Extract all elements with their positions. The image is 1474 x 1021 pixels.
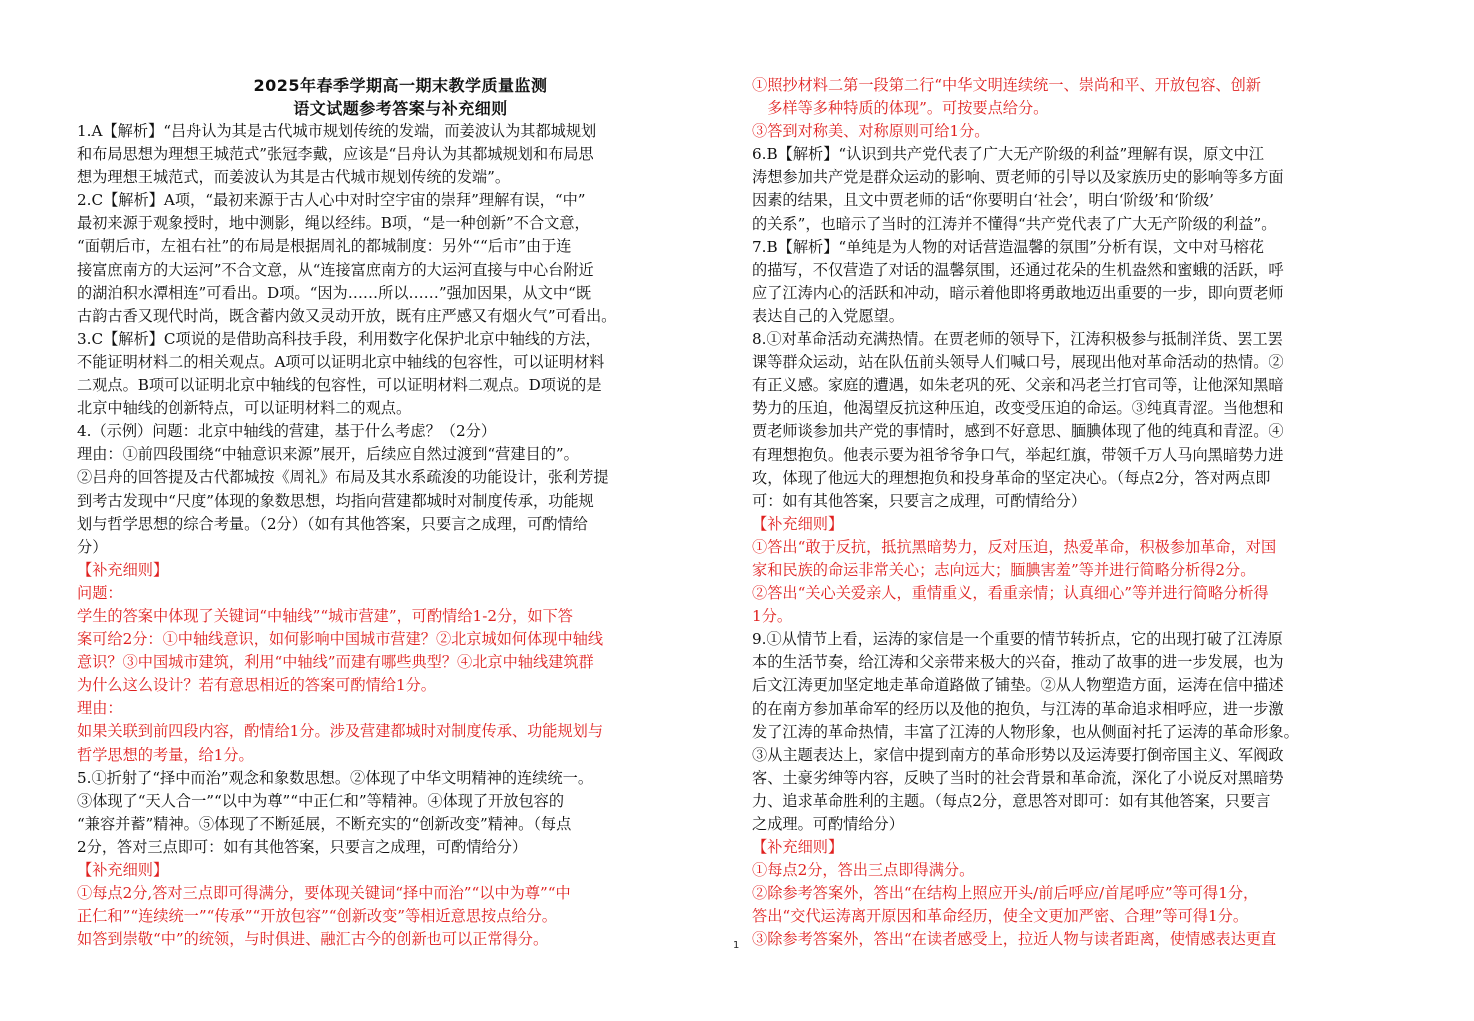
answer-text-line: 的在南方参加革命军的经历以及他的抱负，与江涛的革命追求相呼应，进一步激 <box>752 699 1284 718</box>
answer-text-line: 理由：①前四段围绕“中轴意识来源”展开，后续应自然过渡到“营建目的”。 <box>77 445 579 464</box>
supplementary-rule-line: 多样等多种特质的体现”。可按要点给分。 <box>752 99 1049 118</box>
supplementary-rule-line: 学生的答案中体现了关键词“中轴线”“城市营建”，可酌情给1-2分，如下答 <box>77 606 573 625</box>
supplementary-rule-line: 为什么这么设计？若有意思相近的答案可酌情给1分。 <box>77 676 436 695</box>
supplementary-rule-line: ③答到对称美、对称原则可给1分。 <box>752 122 990 141</box>
left-column <box>77 74 724 951</box>
right-column <box>752 74 1399 952</box>
supplementary-rule-line: 家和民族的命运非常关心；志向远大；腼腆害羞”等并进行简略分析得2分。 <box>752 560 1256 579</box>
answer-text-line: 的关系”，也暗示了当时的江涛并不懂得“共产党代表了广大无产阶级的利益”。 <box>752 214 1277 233</box>
answer-text-line: 北京中轴线的创新特点，可以证明材料二的观点。 <box>77 399 412 418</box>
supplementary-rule-line: ②除参考答案外，答出“在结构上照应开头/前后呼应/首尾呼应”等可得1分， <box>752 884 1259 903</box>
answer-text-line: 分） <box>77 537 108 556</box>
supplementary-rule-line: 【补充细则】 <box>752 838 844 857</box>
supplementary-rule-line: ③除参考答案外，答出“在读者感受上，拉近人物与读者距离，使情感表达更直 <box>752 930 1277 949</box>
supplementary-rule-line: 问题： <box>77 583 123 602</box>
answer-text-line: 之成理。可酌情给分） <box>752 815 904 833</box>
answer-text-line: 5.①折射了“择中而治”观念和象数思想。②体现了中华文明精神的连续统一。 <box>77 768 594 787</box>
answer-text-line: 课等群众运动，站在队伍前头领导人们喊口号，展现出他对革命活动的热情。② <box>752 353 1284 372</box>
supplementary-rule-line: ①每点2分，答出三点即得满分。 <box>752 861 975 880</box>
supplementary-rule-line: 如答到崇敬“中”的统领，与时俱进、融汇古今的创新也可以正常得分。 <box>77 930 549 949</box>
answer-text-line: ③从主题表达上，家信中提到南方的革命形势以及运涛要打倒帝国主义、军阀政 <box>752 745 1284 764</box>
page-number: 1 <box>733 940 740 951</box>
supplementary-rule-line: ①答出“敢于反抗，抵抗黑暗势力，反对压迫，热爱革命，积极参加革命，对国 <box>752 537 1277 556</box>
left-answer-text <box>77 120 724 951</box>
supplementary-rule-line: 理由： <box>77 699 123 718</box>
answer-text-line: 的描写，不仅营造了对话的温馨氛围，还通过花朵的生机盎然和蜜蛾的活跃，呼 <box>752 260 1284 279</box>
answer-text-line: 2.C【解析】A项，“最初来源于古人心中对时空宇宙的崇拜”理解有误，“中” <box>77 191 586 210</box>
answer-text-line: 6.B【解析】“认识到共产党代表了广大无产阶级的利益”理解有误，原文中江 <box>752 145 1264 164</box>
supplementary-rule-line: 答出“交代运涛离开原因和革命经历，使全文更加严密、合理”等可得1分。 <box>752 907 1249 926</box>
answer-text-line: 4.（示例）问题：北京中轴线的营建，基于什么考虑？（2分） <box>77 422 497 441</box>
supplementary-rule-line: 1分。 <box>752 607 793 626</box>
supplementary-rule-line: 正仁和”“连续统一”“传承”“开放包容”“创新改变”等相近意思按点给分。 <box>77 907 557 926</box>
document-title-line2: 语文试题参考答案与补充细则 <box>293 99 508 118</box>
document-title-line1: 2025年春季学期高一期末教学质量监测 <box>253 76 548 95</box>
answer-text-line: 表达自己的入党愿望。 <box>752 306 904 325</box>
supplementary-rule-line: ②答出“关心关爱亲人，重情重义，看重亲情；认真细心”等并进行简略分析得 <box>752 584 1269 603</box>
answer-text-line: 本的生活节奏，给江涛和父亲带来极大的兴奋，推动了故事的进一步发展，也为 <box>752 653 1284 672</box>
answer-text-line: 2分，答对三点即可：如有其他答案，只要言之成理，可酌情给分） <box>77 837 528 856</box>
answer-text-line: 有理想抱负。他表示要为祖爷爷争口气，举起红旗，带领千万人马向黑暗势力进 <box>752 445 1284 464</box>
answer-text-line: ③体现了“天人合一”“以中为尊”“中正仁和”等精神。④体现了开放包容的 <box>77 791 565 810</box>
supplementary-rule-line: 哲学思想的考量，给1分。 <box>77 745 254 764</box>
answer-text-line: 和布局思想为理想王城范式”张冠李戴，应该是“吕舟认为其都城规划和布局思 <box>77 145 594 164</box>
answer-text-line: 想为理想王城范式，而姜波认为其是古代城市规划传统的发端”。 <box>77 168 511 187</box>
answer-text-line: 7.B【解析】“单纯是为人物的对话营造温馨的氛围”分析有误，文中对马榕花 <box>752 237 1264 256</box>
answer-text-line: 最初来源于观象授时，地中测影，绳以经纬。B项，“是一种创新”不合文意， <box>77 214 590 233</box>
answer-text-line: 因素的结果，且文中贾老师的话“你要明白‘社会’，明白‘阶级’和‘阶级’ <box>752 191 1214 210</box>
supplementary-rule-line: 案可给2分：①中轴线意识，如何影响中国城市营建？②北京城如何体现中轴线 <box>77 630 604 649</box>
answer-text-line: ②吕舟的回答提及古代都城按《周礼》布局及其水系疏浚的功能设计，张利芳提 <box>77 468 609 487</box>
answer-text-line: 9.①从情节上看，运涛的家信是一个重要的情节转折点，它的出现打破了江涛原 <box>752 630 1283 649</box>
answer-text-line: 不能证明材料二的相关观点。A项可以证明北京中轴线的包容性，可以证明材料 <box>77 352 605 371</box>
supplementary-rule-line: 【补充细则】 <box>752 514 844 533</box>
answer-text-line: 应了江涛内心的活跃和冲动，暗示着他即将勇敢地迈出重要的一步，即向贾老师 <box>752 283 1284 302</box>
answer-text-line: 1.A【解析】“吕舟认为其是古代城市规划传统的发端，而姜波认为其都城规划 <box>77 122 597 140</box>
answer-text-line: 后文江涛更加坚定地走革命道路做了铺垫。②从人物塑造方面，运涛在信中描述 <box>752 676 1284 695</box>
supplementary-rule-line: 如果关联到前四段内容，酌情给1分。涉及营建都城时对制度传承、功能规划与 <box>77 722 604 741</box>
answer-text-line: 古韵古香又现代时尚，既含蓄内敛又灵动开放，既有庄严感又有烟火气”可看出。 <box>77 306 617 325</box>
answer-text-line: 接富庶南方的大运河”不合文意，从“连接富庶南方的大运河直接与中心台附近 <box>77 260 594 279</box>
supplementary-rule-line: 【补充细则】 <box>77 861 169 879</box>
answer-text-line: “兼容并蓄”精神。⑤体现了不断延展，不断充实的“创新改变”精神。（每点 <box>77 814 572 833</box>
answer-text-line: 划与哲学思想的综合考量。（2分）（如有其他答案，只要言之成理，可酌情给 <box>77 514 588 533</box>
answer-text-line: 势力的压迫，他渴望反抗这种压迫，改变受压迫的命运。③纯真青涩。当他想和 <box>752 399 1284 418</box>
right-answer-text <box>752 74 1399 952</box>
answer-text-line: 力、追求革命胜利的主题。（每点2分，意思答对即可：如有其他答案，只要言 <box>752 791 1271 810</box>
answer-text-line: 有正义感。家庭的遭遇，如朱老巩的死、父亲和冯老兰打官司等，让他深知黑暗 <box>752 376 1284 395</box>
answer-text-line: 发了江涛的革命热情，丰富了江涛的人物形象，也从侧面衬托了运涛的革命形象。 <box>752 722 1299 741</box>
answer-text-line: 8.①对革命活动充满热情。在贾老师的领导下，江涛积极参与抵制洋货、罢工罢 <box>752 330 1283 349</box>
answer-text-line: 到考古发现中“尺度”体现的象数思想，均指向营建都城时对制度传承，功能规 <box>77 491 594 510</box>
supplementary-rule-line: 意识？③中国城市建筑，利用“中轴线”而建有哪些典型？④北京中轴线建筑群 <box>77 653 594 672</box>
answer-text-line: 3.C【解析】C项说的是借助高科技手段，利用数字化保护北京中轴线的方法， <box>77 329 601 348</box>
answer-text-line: 涛想参加共产党是群众运动的影响、贾老师的引导以及家族历史的影响等多方面 <box>752 168 1284 187</box>
answer-text-line: 的湖泊积水潭相连”可看出。D项。“因为……所以……”强加因果，从文中“既 <box>77 283 592 302</box>
answer-text-line: 客、土豪劣绅等内容，反映了当时的社会背景和革命流，深化了小说反对黑暗势 <box>752 768 1284 787</box>
answer-text-line: 可：如有其他答案，只要言之成理，可酌情给分） <box>752 491 1087 510</box>
supplementary-rule-line: 【补充细则】 <box>77 560 169 579</box>
answer-text-line: “面朝后市，左祖右社”的布局是根据周礼的都城制度：另外““后市”由于连 <box>77 237 572 256</box>
supplementary-rule-line: ①每点2分,答对三点即可得满分，要体现关键词“择中而治”“以中为尊”“中 <box>77 884 571 903</box>
answer-text-line: 攻，体现了他远大的理想抱负和投身革命的坚定决心。（每点2分，答对两点即 <box>752 468 1271 487</box>
answer-text-line: 二观点。B项可以证明北京中轴线的包容性，可以证明材料二观点。D项说的是 <box>77 376 602 395</box>
answer-text-line: 贾老师谈参加共产党的事情时，感到不好意思、腼腆体现了他的纯真和青涩。④ <box>752 422 1284 441</box>
supplementary-rule-line: ①照抄材料二第一段第二行“中华文明连续统一、崇尚和平、开放包容、创新 <box>752 76 1261 94</box>
